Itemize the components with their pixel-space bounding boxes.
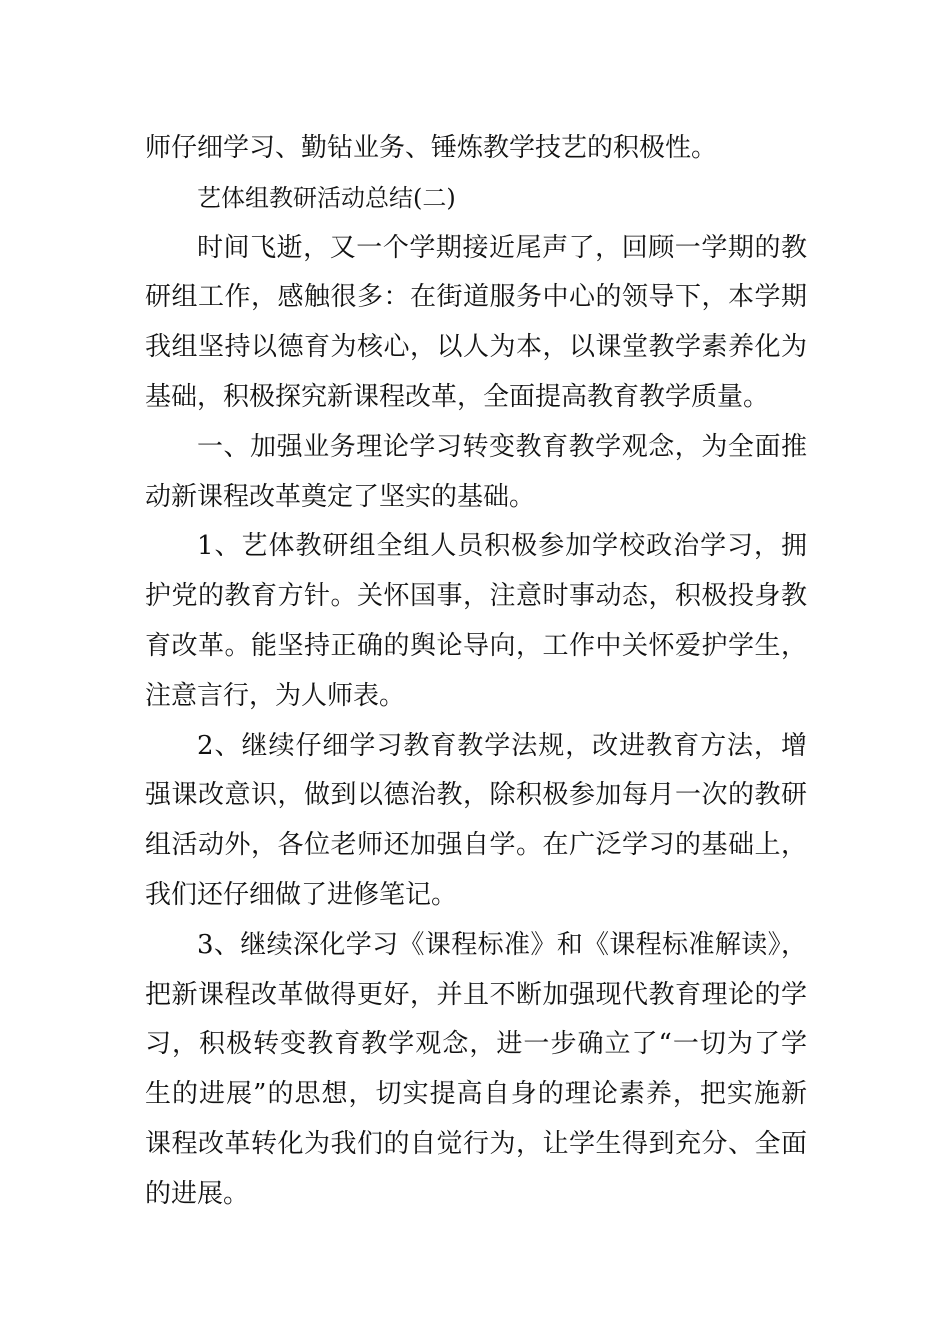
item-1-paragraph: 1、艺体教研组全组人员积极参加学校政治学习，拥护党的教育方针。关怀国事，注意时事动态，积极投身教育改革。能坚持正确的舆论导向，工作中关怀爱护学生，注意言行，为人师表。: [145, 531, 807, 711]
section-heading-paragraph: 一、加强业务理论学习转变教育教学观念，为全面推动新课程改革奠定了坚实的基础。: [145, 431, 807, 512]
section-subtitle: 艺体组教研活动总结(二): [197, 183, 456, 212]
item-3-paragraph: 3、继续深化学习《课程标准》和《课程标准解读》，把新课程改革做得更好，并且不断加强现代教育理论的学习，积极转变教育教学观念，进一步确立了“一切为了学生的进展”的思想，切实提高自身的理论素养，把实施新课程改革转化为我们的自觉行为，让学生得到充分、全面的进展。: [145, 929, 807, 1209]
intro-paragraph: 时间飞逝，又一个学期接近尾声了，回顾一学期的教研组工作，感触很多：在街道服务中心的领导下，本学期我组坚持以德育为核心，以人为本，以课堂教学素养化为基础，积极探究新课程改革，全面提高教育教学质量。: [145, 232, 807, 412]
item-2-paragraph: 2、继续仔细学习教育教学法规，改进教育方法，增强课改意识，做到以德治教，除积极参加每月一次的教研组活动外，各位老师还加强自学。在广泛学习的基础上，我们还仔细做了进修笔记。: [145, 730, 807, 910]
document-body: [145, 124, 807, 1220]
continuation-paragraph: 师仔细学习、勤钻业务、锤炼教学技艺的积极性。: [145, 133, 718, 163]
